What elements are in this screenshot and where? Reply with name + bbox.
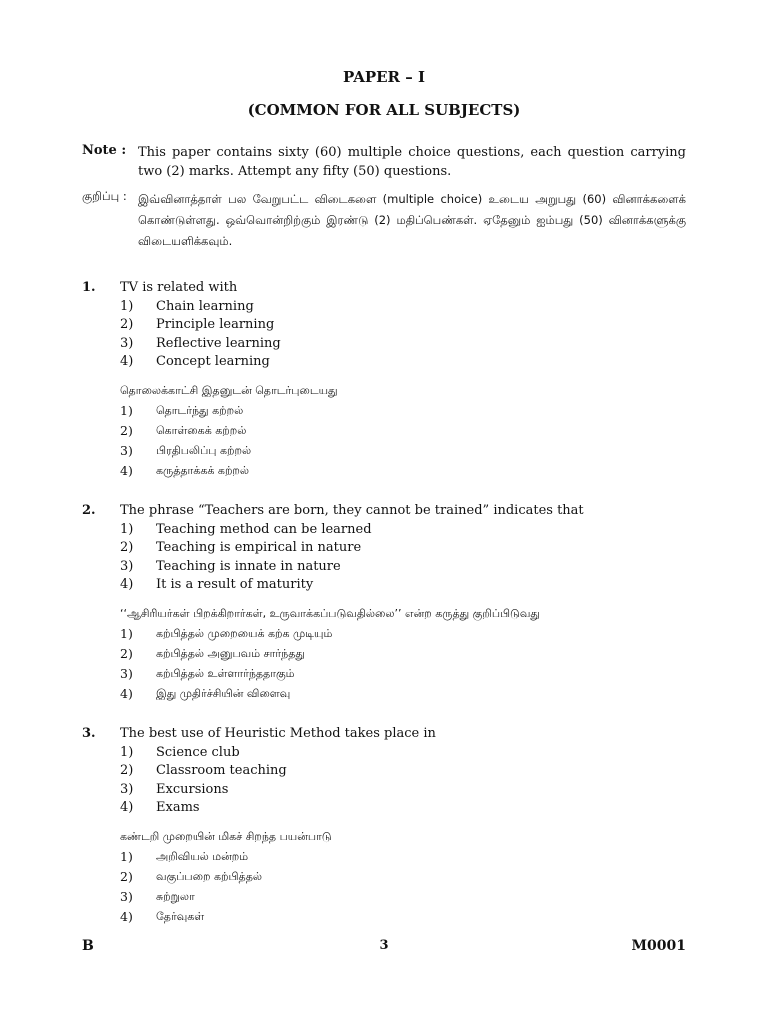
- option-number: 3): [120, 558, 134, 574]
- option-2: [120, 762, 686, 781]
- option-number: 4): [120, 354, 134, 369]
- option-number: 3): [120, 665, 133, 681]
- question-stem: The best use of Heuristic Method takes place in: [120, 726, 436, 741]
- option-number: 4): [120, 462, 133, 478]
- footer-booklet-series: B: [82, 938, 94, 954]
- option-number: 2): [120, 868, 133, 884]
- tamil-option-4: [120, 684, 686, 704]
- option-number: 1): [120, 521, 134, 537]
- option-3: [120, 335, 686, 354]
- option-text: பிரதிபலிப்பு கற்றல்: [156, 443, 252, 457]
- tamil-question-stem: தொலைக்காட்சி இதனுடன் தொடர்புடையது: [120, 383, 338, 397]
- option-text: Teaching is empirical in nature: [156, 540, 362, 555]
- option-text: கருத்தாக்கக் கற்றல்: [156, 463, 250, 477]
- question-number: 3.: [82, 726, 96, 741]
- option-number: 1): [120, 625, 133, 641]
- english-note: [82, 143, 686, 181]
- option-number: 2): [120, 422, 133, 438]
- option-number: 4): [120, 685, 133, 701]
- tamil-note-text: இவ்வினாத்தாள் பல வேறுபட்ட விடைகளை (multiple choice) உடைய அறுபது (60) வினாக்களைக் கொண்டுள்ளது. ஒவ்வொன்றிற்கும் இரண்டு (2) மதிப்பெண்கள். ஏதேனும் ஐம்பது (50) வினாக்களுக்கு விடையளிக்கவும்.: [138, 192, 686, 248]
- option-text: It is a result of maturity: [156, 577, 314, 592]
- option-number: 1): [120, 744, 134, 760]
- option-text: அறிவியல் மன்றம்: [156, 849, 249, 863]
- option-1: [120, 521, 686, 540]
- tamil-question-stem: கண்டறி முறையின் மிகச் சிறந்த பயன்பாடு: [120, 829, 332, 843]
- option-text: Exams: [156, 800, 200, 815]
- option-number: 2): [120, 645, 133, 661]
- option-2: [120, 316, 686, 335]
- option-text: கொள்கைக் கற்றல்: [156, 423, 247, 437]
- option-number: 4): [120, 577, 134, 592]
- option-text: Principle learning: [156, 317, 275, 332]
- option-text: கற்பித்தல் முறையைக் கற்க முடியும்: [156, 626, 333, 640]
- tamil-note: [82, 189, 686, 252]
- note-label: Note :: [82, 143, 127, 158]
- tamil-option-1: [120, 624, 686, 644]
- question-stem: The phrase “Teachers are born, they cannot be trained” indicates that: [120, 503, 584, 518]
- option-3: [120, 558, 686, 577]
- tamil-option-2: [120, 867, 686, 887]
- option-text: Reflective learning: [156, 335, 281, 351]
- tamil-option-3: [120, 441, 686, 461]
- option-number: 4): [120, 908, 133, 924]
- option-number: 3): [120, 442, 133, 458]
- option-text: Classroom teaching: [156, 763, 287, 778]
- tamil-option-1: [120, 401, 686, 421]
- option-text: இது முதிர்ச்சியின் விளைவு: [156, 686, 291, 700]
- option-text: வகுப்பறை கற்பித்தல்: [156, 869, 263, 883]
- option-text: Excursions: [156, 781, 229, 797]
- option-1: [120, 298, 686, 317]
- tamil-option-2: [120, 644, 686, 664]
- option-text: Chain learning: [156, 298, 254, 314]
- question-number: 1.: [82, 280, 96, 295]
- option-text: Concept learning: [156, 354, 270, 369]
- option-text: Teaching is innate in nature: [156, 558, 341, 574]
- option-text: Teaching method can be learned: [156, 521, 372, 537]
- note-text: This paper contains sixty (60) multiple choice questions, each question carrying two (2) marks. Attempt any fifty (50) questions.: [138, 145, 686, 179]
- option-3: [120, 781, 686, 800]
- option-number: 1): [120, 848, 133, 864]
- option-text: Science club: [156, 744, 240, 760]
- question-3: [82, 725, 686, 927]
- option-text: தேர்வுகள்: [156, 909, 205, 923]
- tamil-option-3: [120, 887, 686, 907]
- option-text: கற்பித்தல் உள்ளார்ந்ததாகும்: [156, 666, 295, 680]
- option-2: [120, 539, 686, 558]
- tamil-note-label: குறிப்பு :: [82, 189, 127, 203]
- option-number: 3): [120, 781, 134, 797]
- tamil-option-1: [120, 847, 686, 867]
- tamil-option-3: [120, 664, 686, 684]
- tamil-question-stem: ‘‘ஆசிரியர்கள் பிறக்கிறார்கள், உருவாக்கப்படுவதில்லை’’ என்ற கருத்து குறிப்பிடுவது: [120, 606, 540, 620]
- option-4: [120, 353, 686, 372]
- option-text: கற்பித்தல் அனுபவம் சார்ந்தது: [156, 646, 305, 660]
- footer-page-number: 3: [379, 938, 389, 953]
- question-1: [82, 279, 686, 481]
- paper-title: PAPER – I: [343, 68, 425, 86]
- question-tamil: [120, 381, 686, 481]
- option-number: 4): [120, 800, 134, 815]
- option-1: [120, 744, 686, 763]
- option-text: தொடர்ந்து கற்றல்: [156, 403, 244, 417]
- option-4: [120, 576, 686, 595]
- question-english: [120, 279, 686, 372]
- option-number: 2): [120, 317, 134, 332]
- option-4: [120, 799, 686, 818]
- option-number: 3): [120, 335, 134, 351]
- tamil-option-4: [120, 461, 686, 481]
- option-number: 3): [120, 888, 133, 904]
- question-english: [120, 725, 686, 818]
- tamil-option-2: [120, 421, 686, 441]
- question-stem: TV is related with: [120, 280, 238, 295]
- tamil-option-4: [120, 907, 686, 927]
- option-text: சுற்றுலா: [156, 889, 195, 903]
- option-number: 2): [120, 540, 134, 555]
- question-number: 2.: [82, 503, 96, 518]
- question-2: [82, 502, 686, 704]
- option-number: 2): [120, 763, 134, 778]
- paper-subtitle: (COMMON FOR ALL SUBJECTS): [247, 101, 521, 119]
- question-english: [120, 502, 686, 595]
- footer-paper-code: M0001: [631, 938, 686, 954]
- option-number: 1): [120, 298, 134, 314]
- question-tamil: [120, 604, 686, 704]
- option-number: 1): [120, 402, 133, 418]
- question-tamil: [120, 827, 686, 927]
